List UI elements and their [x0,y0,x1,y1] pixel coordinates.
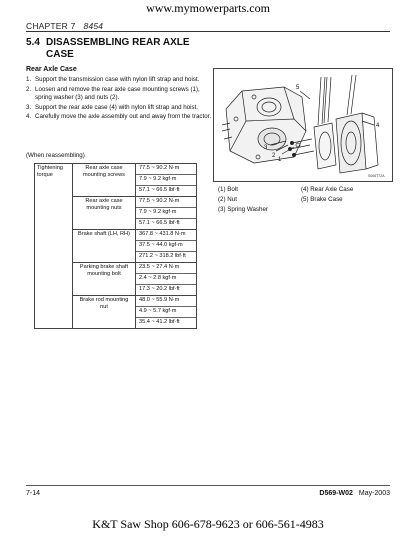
callout-4: 4 [376,123,380,129]
step-text: Loosen and remove the rear axle case mounting screws (1), spring washer (3) and nuts (2). [35,85,200,102]
table-row [35,164,197,197]
torque-values [136,197,197,230]
figure-legend [218,185,398,215]
torque-table [34,163,197,329]
torque-values [136,296,197,329]
callout-3: 3 [264,145,268,151]
torque-item: Rear axle case mounting nuts [73,197,136,230]
torque-value-kgfm: 2.4 ~ 2.8 kgf·m [136,274,196,285]
callout-2: 2 [272,153,276,159]
step-item [26,76,216,85]
step-number: 2. [26,85,32,93]
document-code [319,490,390,497]
torque-value-kgfm: 7.9 ~ 9.2 kgf·m [136,208,196,219]
watermark-bottom: K&T Saw Shop 606-678-9623 or 606-561-4983 [92,517,324,531]
torque-value-kgfm: 7.9 ~ 9.2 kgf·m [136,175,196,186]
step-text: Carefully move the axle assembly out and away from the tractor. [35,113,212,121]
torque-values [136,230,197,263]
header-rule [26,31,390,32]
footer-rule [26,485,390,486]
legend-item: (4) Rear Axle Case [301,186,354,193]
section-number: 5.4 [26,37,40,48]
step-text: Support the rear axle case (4) with nylon lift strap and hoist. [35,103,199,111]
page-number: 7-14 [26,490,41,497]
torque-item: Parking brake shaft mounting bolt [73,263,136,296]
torque-item: Brake rod mounting nut [73,296,136,329]
torque-value-lbfft: 57.1 ~ 66.5 lbf·ft [139,187,180,193]
step-number: 4. [26,113,32,121]
torque-values [136,263,197,296]
torque-value-nm: 77.5 ~ 90.2 N·m [136,164,196,175]
section-title-line1: DISASSEMBLING REAR AXLE [46,37,190,48]
legend-row [218,185,398,195]
step-item [26,113,216,122]
torque-item: Brake shaft (LH, RH) [73,230,136,263]
watermark-top: www.mymowerparts.com [146,1,270,15]
axle-illustration [214,69,392,181]
torque-value-lbfft: 17.3 ~ 20.2 lbf·ft [139,286,180,292]
torque-value-lbfft: 271.2 ~ 318.2 lbf·ft [139,253,186,259]
torque-item: Rear axle case mounting screws [73,164,136,197]
torque-value-nm: 48.0 ~ 55.9 N·m [136,296,196,307]
callout-1: 1 [278,157,282,163]
legend-item: (3) Spring Washer [218,206,268,213]
torque-value-lbfft: 57.1 ~ 66.5 lbf·ft [139,220,180,226]
doc-date: May-2003 [358,490,390,497]
torque-value-nm: 77.5 ~ 90.2 N·m [136,197,196,208]
chapter-header [26,21,103,31]
section-title [26,37,216,61]
model-number: 8454 [83,21,104,31]
torque-category: Tightening torque [35,164,73,329]
legend-row [218,205,398,215]
callout-5: 5 [296,85,300,91]
procedure-steps [26,76,216,123]
axle-diagram [213,68,393,182]
torque-values [136,164,197,197]
torque-value-nm: 23.5 ~ 27.4 N·m [136,263,196,274]
step-text: Support the transmission case with nylon lift strap and hoist. [35,76,200,83]
step-item [26,104,216,113]
figure-code: S006T72A [368,174,385,178]
subheading: Rear Axle Case [26,66,77,73]
torque-value-nm: 367.8 ~ 431.8 N·m [136,230,196,241]
step-number: 1. [26,76,32,83]
torque-value-kgfm: 37.5 ~ 44.0 kgf·m [136,241,196,252]
legend-item: (2) Nut [218,196,237,203]
chapter-label: CHAPTER 7 [26,21,76,31]
section-title-line2: CASE [46,49,74,60]
torque-value-lbfft: 35.4 ~ 41.2 lbf·ft [139,319,180,325]
legend-row [218,195,398,205]
legend-item: (1) Bolt [218,186,238,193]
doc-code: D569-W02 [319,490,353,497]
step-item [26,86,216,103]
torque-value-kgfm: 4.9 ~ 5.7 kgf·m [136,307,196,318]
step-number: 3. [26,103,32,111]
legend-item: (5) Brake Case [301,196,343,203]
reassembly-note: (When reassembling) [26,152,85,159]
